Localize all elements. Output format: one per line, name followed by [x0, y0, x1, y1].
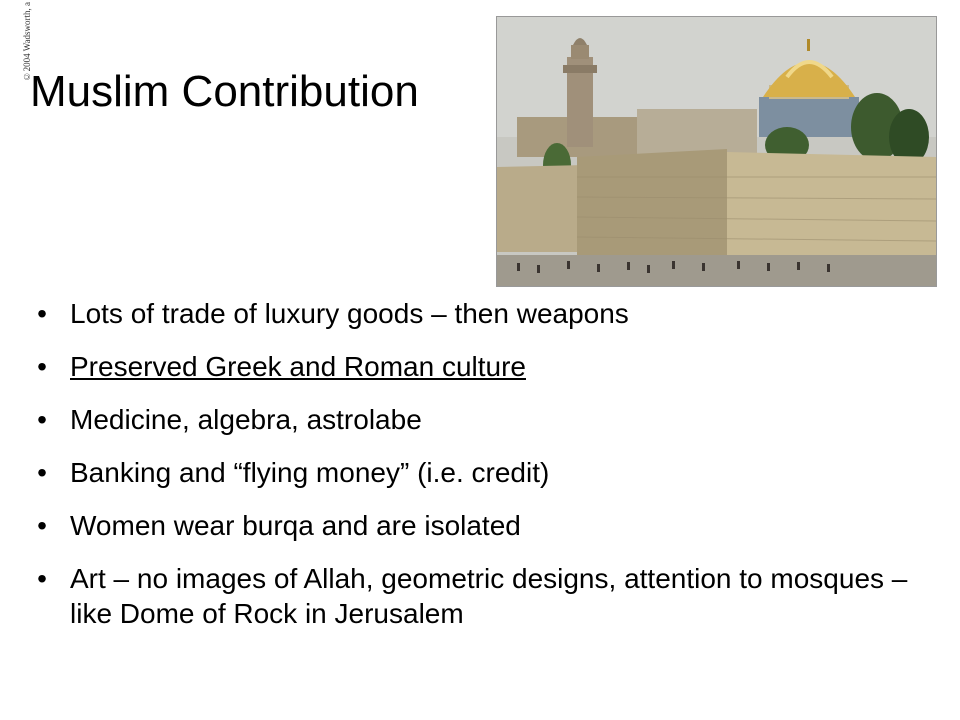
copyright-credit: ©2004 Wadsworth, a — [22, 2, 32, 82]
bullet-item — [32, 349, 932, 384]
bullet-item — [32, 508, 932, 543]
bullet-item — [32, 561, 932, 631]
bullet-list — [32, 296, 932, 649]
bullet-text: Preserved Greek and Roman culture — [70, 351, 526, 382]
bullet-text: Art – no images of Allah, geometric designs, attention to mosques – like Dome of Rock in Jerusalem — [70, 563, 908, 629]
bullet-item — [32, 296, 932, 331]
bullet-text: Women wear burqa and are isolated — [70, 510, 521, 541]
bullet-dot: • — [37, 404, 47, 435]
bullet-text: Banking and “flying money” (i.e. credit) — [70, 457, 550, 488]
jerusalem-photo — [496, 16, 937, 287]
bullet-dot: • — [37, 298, 47, 329]
bullet-dot: • — [37, 510, 47, 541]
bullet-dot: • — [37, 563, 47, 594]
bullet-dot: • — [37, 457, 47, 488]
slide-title: Muslim Contribution — [30, 67, 419, 116]
bullet-text: Lots of trade of luxury goods – then weapons — [70, 298, 629, 329]
jerusalem-photo-drawing — [497, 17, 936, 286]
bullet-dot: • — [37, 351, 47, 382]
bullet-item — [32, 455, 932, 490]
bullet-item — [32, 402, 932, 437]
bullet-text: Medicine, algebra, astrolabe — [70, 404, 422, 435]
